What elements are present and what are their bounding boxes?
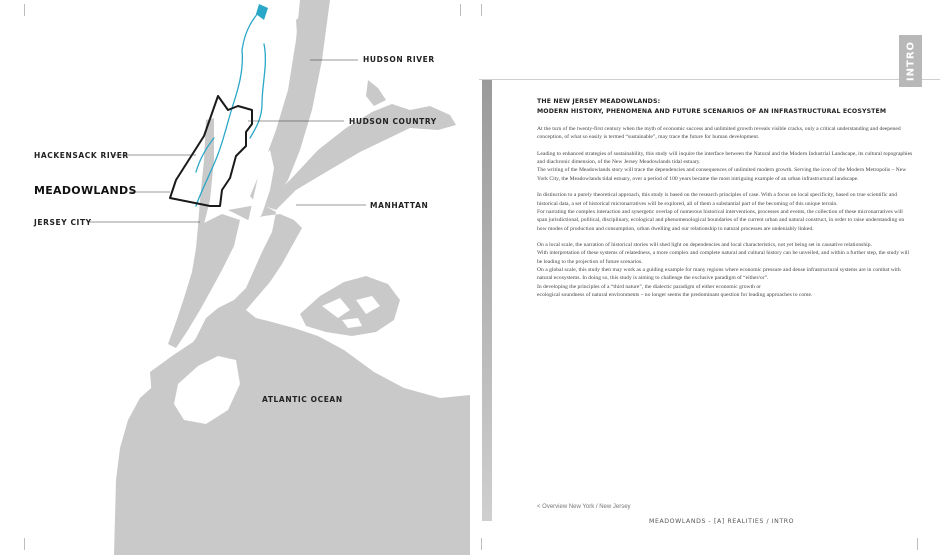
figure-caption: < Overview New York / New Jersey xyxy=(537,504,631,510)
page-footer: MEADOWLANDS - [A] REALITIES / INTRO xyxy=(649,518,795,525)
crop-mark xyxy=(481,4,482,16)
article-title-line-1: THE NEW JERSEY MEADOWLANDS: xyxy=(537,98,661,105)
label-atlantic-ocean: ATLANTIC OCEAN xyxy=(262,395,343,404)
gutter-bar xyxy=(482,79,492,521)
paragraph: Leading to enhanced strategies of sustainability, this study will inquire the interface between the Natural and the Modern Industrial Landscape, its cultural topographies and diachronic dimension, of the New Jersey Meadowlands tidal estuary. xyxy=(537,150,913,166)
paragraph: In distinction to a purely theoretical approach, this study is based on the research principles of case. With a focus on local specificity, based on true scientific and historical data, a set of historical micronarratives will be explored, all of them a substantial part of the becoming of this unique terrain. xyxy=(537,192,897,207)
paragraph: On a global scale, this study then may work as a guiding example for many regions where economic pressure and dense infrastructural systems are in combat with natural ecosystems. In doing so, this study is aiming to challenge the exclusive paradigm of “either/or”. xyxy=(537,267,901,282)
paragraph: For narrating the complex interaction and synergetic overlap of numerous historical interventions, processes and events, the collection of these micronarratives will span jurisdictional, political, disciplinary, ecological and phenomenological boundaries of the current urban and natural construct, in order to raise understanding on how modes of production and consumption, urban dwelling and our relationship to natural processes are undeniably linked. xyxy=(537,208,905,232)
paragraph: With interpretation of these systems of relatedness, a more complex and complete natural and cultural history can be unveiled, and within a further step, the study will be leading to the projection of future scenarios. xyxy=(537,250,910,265)
paragraph: In developing the principles of a “third nature”, the dialectic paradigm of either economic growth or xyxy=(537,283,761,290)
label-manhattan: MANHATTAN xyxy=(370,201,429,210)
label-new-jersey: NEW JERSEY xyxy=(34,309,105,319)
section-tab xyxy=(899,35,922,87)
article-title-line-2: MODERN HISTORY, PHENOMENA AND FUTURE SCENARIOS OF AN INFRASTRUCTURAL ECOSYSTEM xyxy=(537,108,887,115)
paragraph: On a local scale, the narration of historical stories will shed light on dependencies and local characteristics, not yet being set in causative relationship. xyxy=(537,242,872,249)
label-hudson-river: HUDSON RIVER xyxy=(363,55,435,64)
paragraph: ecological soundness of natural environments – no longer seems the predominant question for leading approaches to come. xyxy=(537,291,813,298)
label-hudson-country: HUDSON COUNTRY xyxy=(349,117,437,126)
article xyxy=(537,97,913,299)
crop-mark xyxy=(917,538,918,550)
paragraph: At the turn of the twenty-first century when the myth of economic success and unlimited growth reveals visible cracks, only a critical understanding and deepened conception, of what so easily is termed “sustainable”, may trace the future for human development. xyxy=(537,126,901,141)
label-new-york: NEW YORK xyxy=(340,243,401,253)
label-jersey-city: JERSEY CITY xyxy=(34,218,92,227)
bay-inlet xyxy=(366,80,386,106)
header-rule xyxy=(479,79,940,80)
paragraph: The writing of the Meadowlands story will trace the dependencies and consequences of unlimited modern growth. Serving the icon of the Modern Metropolis – New York City, the Meadowlands tidal estuary, over a period of 100 years became the most intriguing example of an urban infrastructural landscape. xyxy=(537,167,907,182)
label-meadowlands: MEADOWLANDS xyxy=(34,184,137,197)
section-tab-label: INTRO xyxy=(905,40,916,82)
crop-mark xyxy=(481,538,482,550)
river-source xyxy=(256,4,268,20)
label-hackensack-river: HACKENSACK RIVER xyxy=(34,151,129,160)
hackensack-water xyxy=(198,118,214,226)
